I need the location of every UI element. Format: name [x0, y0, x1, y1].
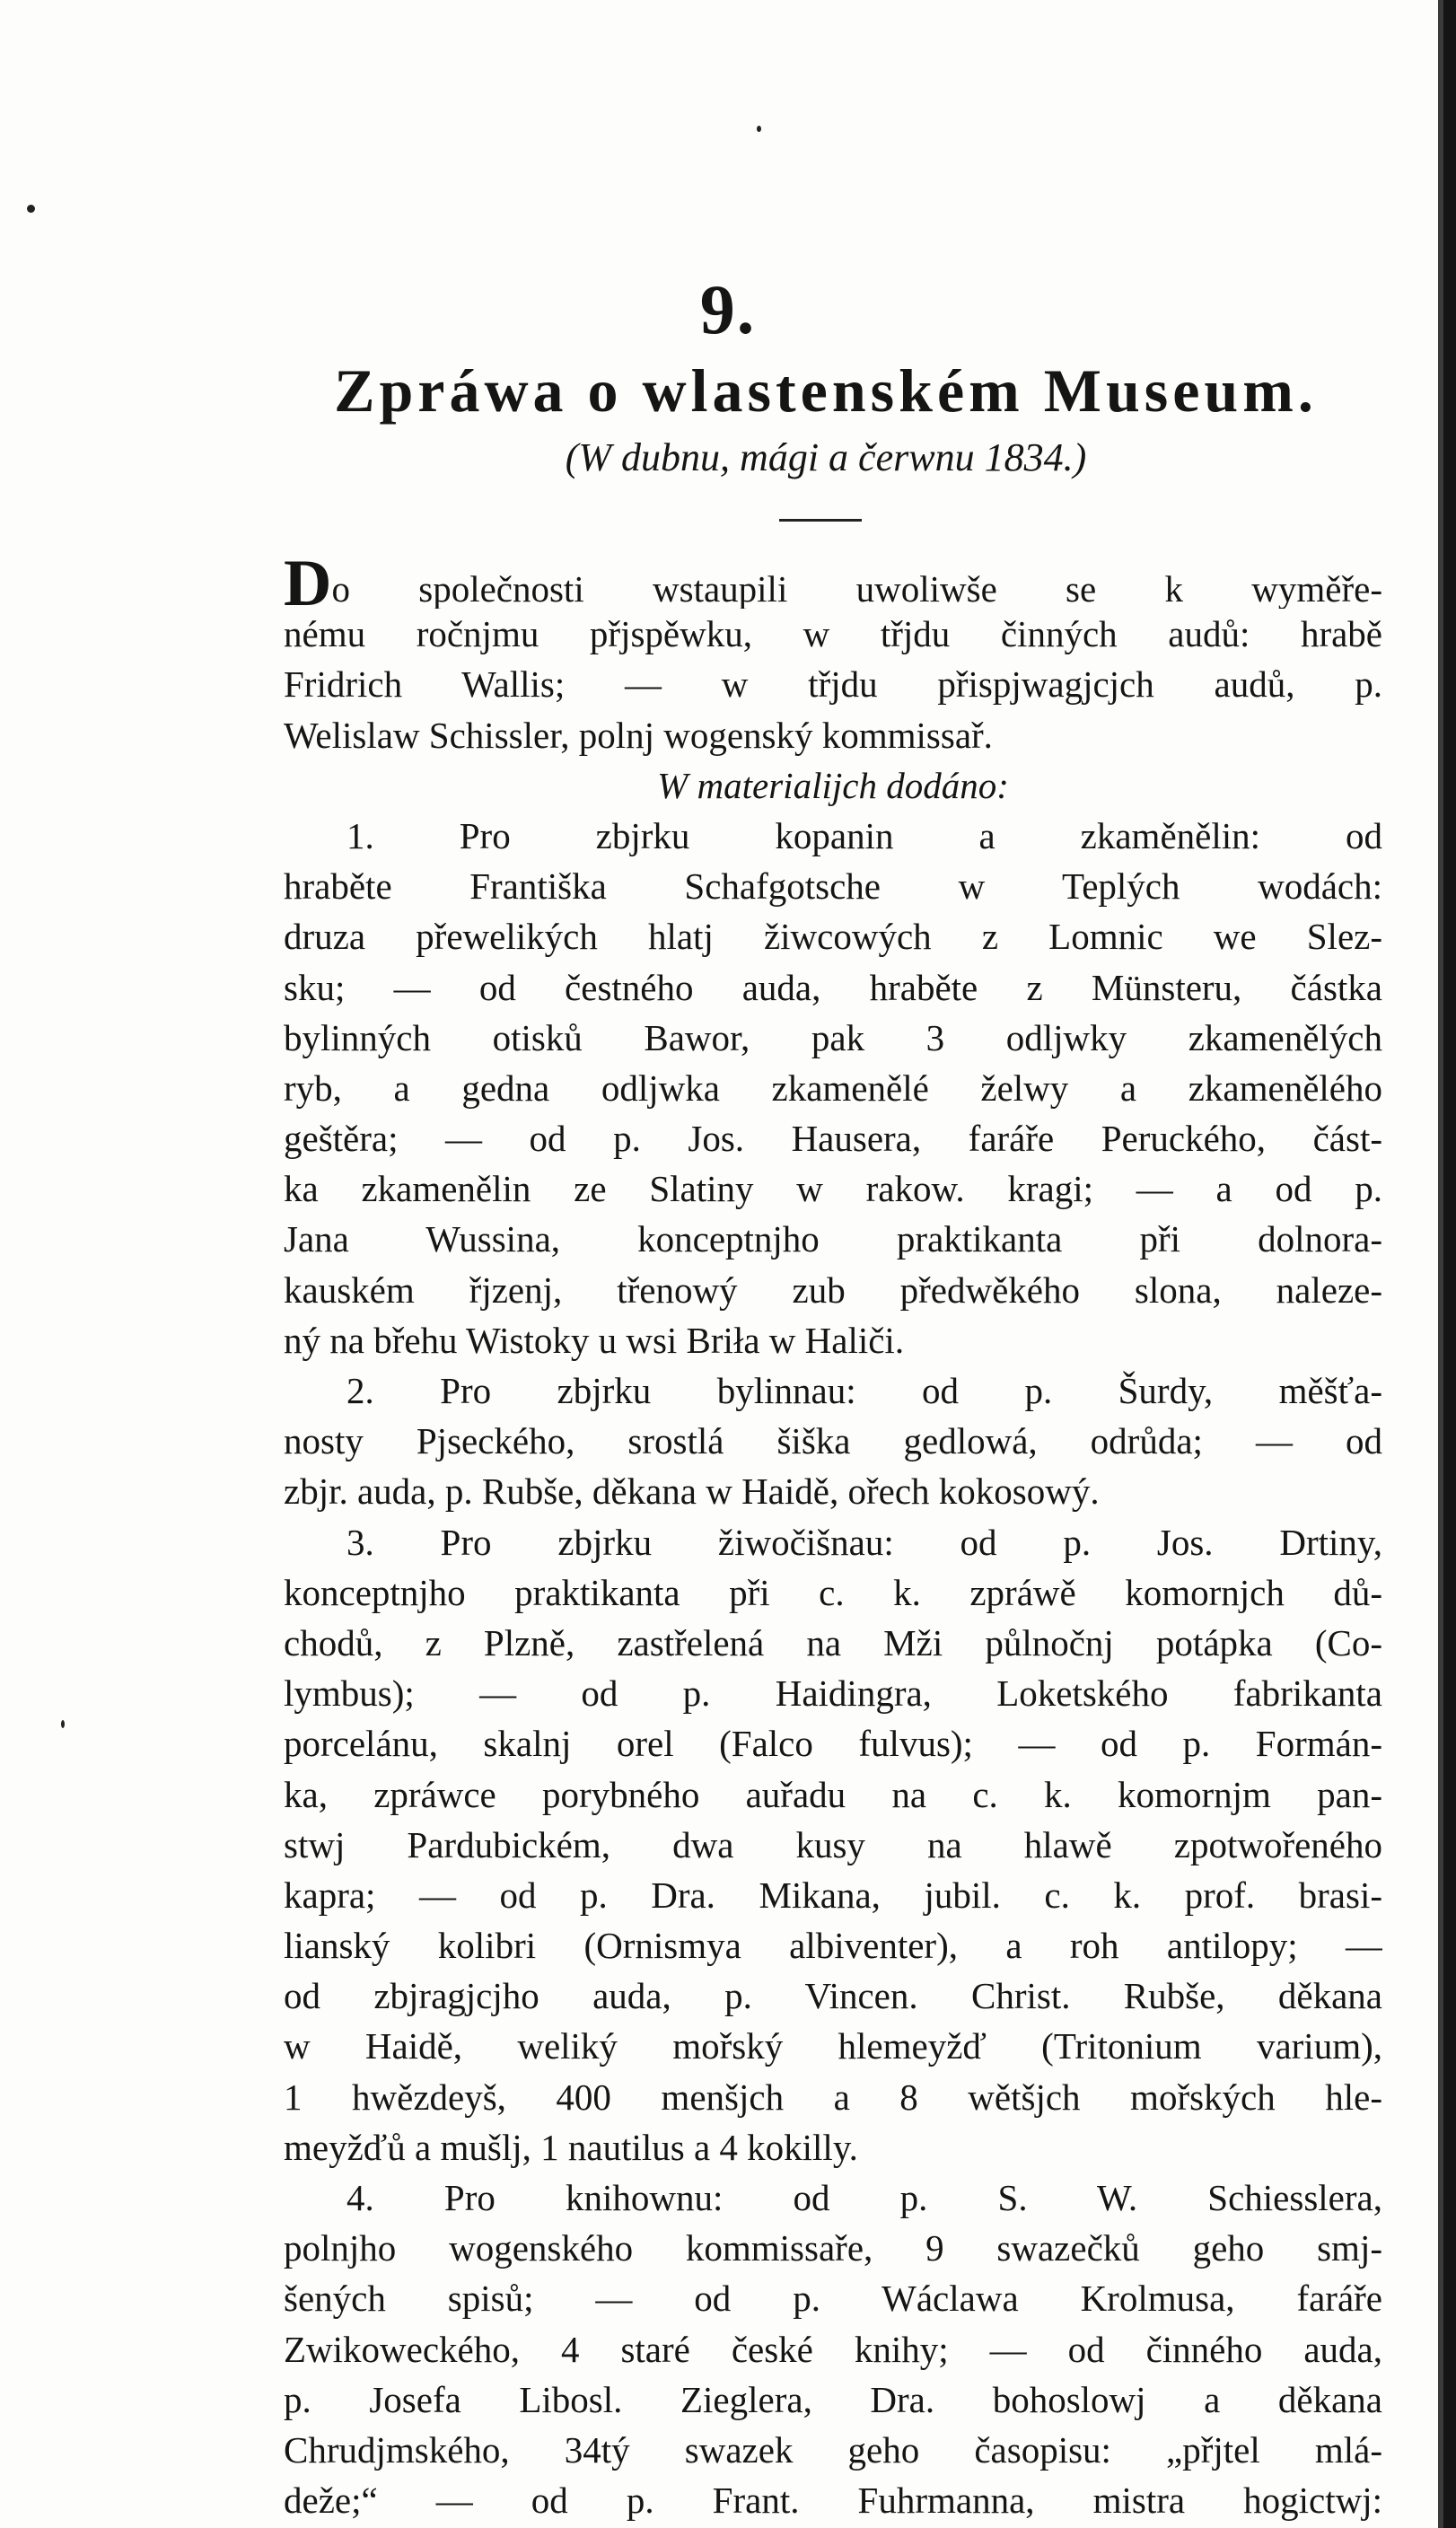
text-line: Chrudjmského, 34tý swazek geho časopisu: „přjtel mlá-	[284, 2428, 1382, 2471]
text-line: 1 hwězdeyš, 400 menšjch a 8 wětšjch mořských hle-	[284, 2076, 1382, 2118]
text-line: lianský kolibri (Ornismya albiventer), a roh antilopy; —	[284, 1925, 1382, 1967]
text-line: p. Josefa Libosl. Zieglera, Dra. bohoslowj a děkana	[284, 2378, 1382, 2420]
text-line: geštěra; — od p. Jos. Hausera, faráře Peruckého, část-	[284, 1118, 1382, 1160]
text-line: hraběte Františka Schafgotsche w Teplých wodách:	[284, 865, 1382, 908]
text-line	[284, 558, 1382, 609]
text-line: porcelánu, skalnj orel (Falco fulvus); — od p. Formán-	[284, 1723, 1382, 1765]
text-line: kauském řjzenj, třenowý zub předwěkého slona, naleze-	[284, 1268, 1382, 1311]
text-line: ný na břehu Wistoky u wsi Briła w Haliči.	[284, 1319, 905, 1361]
text-line: od zbjragjcjho auda, p. Vincen. Christ. Rubše, děkana	[284, 1975, 1382, 2017]
text-line: konceptnjho praktikanta při c. k. zpráwě komornjch dů-	[284, 1571, 1382, 1613]
text-line: Fridrich Wallis; — w třjdu přispjwagjcjch audů, p.	[284, 663, 1382, 706]
text-line: kapra; — od p. Dra. Mikana, jubil. c. k. prof. brasi-	[284, 1874, 1382, 1916]
text-line-content: o společnosti wstaupili uwoliwše se k wyměře-	[331, 568, 1382, 610]
text-line: nému ročnjmu přjspěwku, w třjdu činných audů: hrabě	[284, 613, 1382, 655]
drop-cap: D	[284, 558, 332, 610]
article-title: Zpráwa o wlastenském Museum.	[334, 356, 1318, 425]
text-line: lymbus); — od p. Haidingra, Loketského fabrikanta	[284, 1672, 1382, 1715]
text-line: ryb, a gedna odljwka zkamenělé želwy a zkamenělého	[284, 1066, 1382, 1109]
text-line: polnjho wogenského kommissaře, 9 swazečků geho smj-	[284, 2227, 1382, 2269]
text-line: nosty Pjseckého, srostlá šiška gedlowá, odrůda; — od	[284, 1420, 1382, 1462]
article-subtitle: (W dubnu, mági a čerwnu 1834.)	[565, 435, 1087, 479]
text-line: 3. Pro zbjrku žiwočišnau: od p. Jos. Drtiny,	[346, 1521, 1382, 1563]
text-line: druza přewelikých hlatj žiwcowých z Lomnic we Slez-	[284, 916, 1382, 958]
text-line: bylinných otisků Bawor, pak 3 odljwky zkamenělých	[284, 1016, 1382, 1058]
text-line: Jana Wussina, konceptnjho praktikanta při dolnora-	[284, 1218, 1382, 1260]
page-number: 9.	[699, 270, 757, 348]
text-line: 1. Pro zbjrku kopanin a zkaměnělin: od	[346, 814, 1382, 856]
text-line: stwj Pardubickém, dwa kusy na hlawě zpotwořeného	[284, 1823, 1382, 1865]
body-text	[284, 558, 1382, 2525]
text-line: w Haidě, weliký mořský hlemeyžď (Tritonium varium),	[284, 2025, 1382, 2067]
text-line: Welislaw Schissler, polnj wogenský kommissař.	[284, 714, 993, 756]
ink-speck	[61, 1720, 65, 1728]
text-line: Zwikoweckého, 4 staré české knihy; — od činného auda,	[284, 2328, 1382, 2370]
text-line: sku; — od čestného auda, hraběte z Münsteru, částka	[284, 966, 1382, 1008]
text-line: chodů, z Plzně, zastřelená na Mži půlnočnj potápka (Co-	[284, 1621, 1382, 1663]
text-line: ka zkamenělin ze Slatiny w rakow. kragi; — a od p.	[284, 1168, 1382, 1210]
title-rule	[779, 519, 862, 522]
text-line: šených spisů; — od p. Wáclawa Krolmusa, faráře	[284, 2278, 1382, 2320]
text-line: 2. Pro zbjrku bylinnau: od p. Šurdy, měšťa-	[346, 1370, 1382, 1411]
text-line: 4. Pro knihownu: od p. S. W. Schiesslera,	[346, 2177, 1382, 2218]
text-line: meyžďů a mušlj, 1 nautilus a 4 kokilly.	[284, 2126, 858, 2168]
section-subheading: W materialijch dodáno:	[657, 764, 1009, 806]
text-line: zbjr. auda, p. Rubše, děkana w Haidě, ořech kokosowý.	[284, 1470, 1100, 1513]
page-edge-border	[1443, 0, 1456, 2528]
text-line: deže;“ — od p. Frant. Fuhrmanna, mistra hogictwj:	[284, 2480, 1382, 2522]
text-line: ka, zpráwce porybného auřadu na c. k. komornjm pan-	[284, 1773, 1382, 1815]
ink-speck	[757, 126, 761, 132]
ink-speck	[27, 205, 35, 213]
